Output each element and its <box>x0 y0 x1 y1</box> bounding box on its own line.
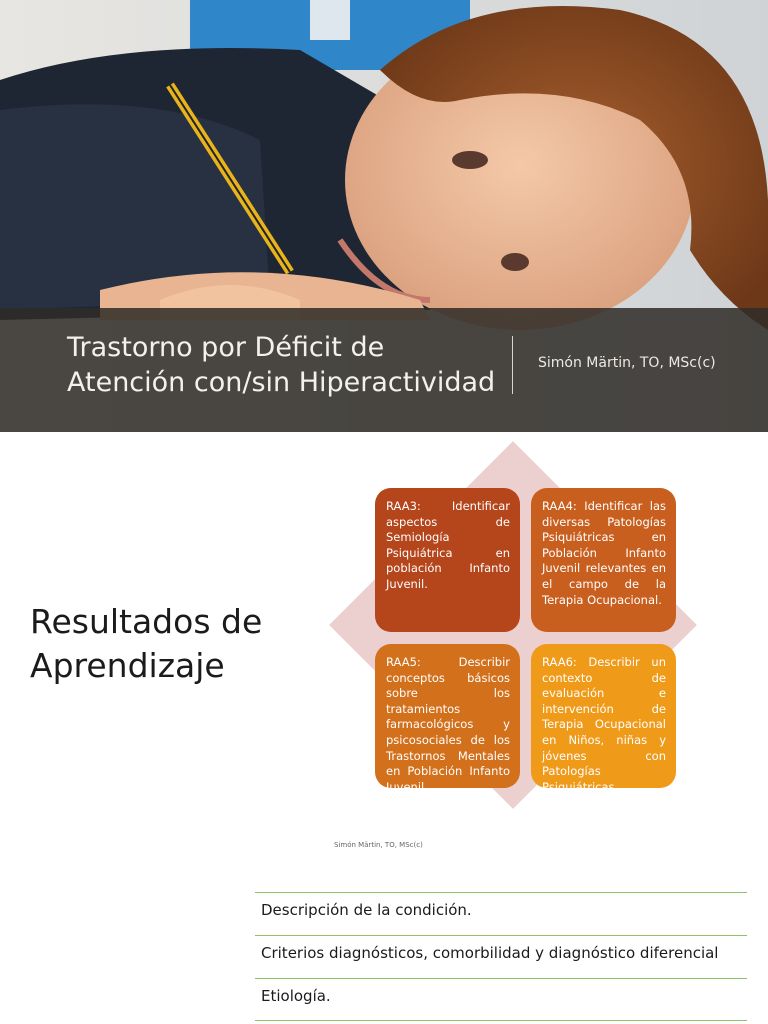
outcome-box-raa4: RAA4: Identificar las diversas Patologías Psiquiátricas en Población Infanto Juvenil relevantes en el campo de la Terapia Ocupacional. <box>531 488 676 632</box>
heading-line-2: Aprendizaje <box>30 646 225 685</box>
topic-item: Etiología. <box>255 978 747 1021</box>
outcome-box-raa3: RAA3: Identificar aspectos de Semiología Psiquiátrica en población Infanto Juvenil. <box>375 488 520 632</box>
topic-item: Criterios diagnósticos, comorbilidad y diagnóstico diferencial <box>255 935 747 978</box>
author-name: Simón Märtin, TO, MSc(c) <box>538 355 716 371</box>
slide-heading <box>30 600 262 688</box>
topics-list <box>255 892 747 1021</box>
title-line-1: Trastorno por Déficit de <box>67 332 385 363</box>
title-line-2: Atención con/sin Hiperactividad <box>67 367 496 398</box>
title-slide <box>0 0 768 432</box>
presentation-title <box>67 330 507 400</box>
topics-slide <box>0 870 768 1024</box>
learning-outcomes-slide <box>0 432 768 870</box>
slide-footer: Simón Märtin, TO, MSc(c) <box>334 841 423 849</box>
heading-line-1: Resultados de <box>30 602 263 641</box>
title-divider <box>512 336 513 394</box>
outcome-box-raa5: RAA5: Describir conceptos básicos sobre los tratamientos farmacológicos y psicosociales de los Trastornos Mentales en Población Infanto Juvenil. <box>375 644 520 788</box>
outcome-box-raa6: RAA6: Describir un contexto de evaluación e intervención de Terapia Ocupacional en Niños, niñas y jóvenes con Patologías Psiquiátricas. <box>531 644 676 788</box>
topic-item: Descripción de la condición. <box>255 892 747 935</box>
